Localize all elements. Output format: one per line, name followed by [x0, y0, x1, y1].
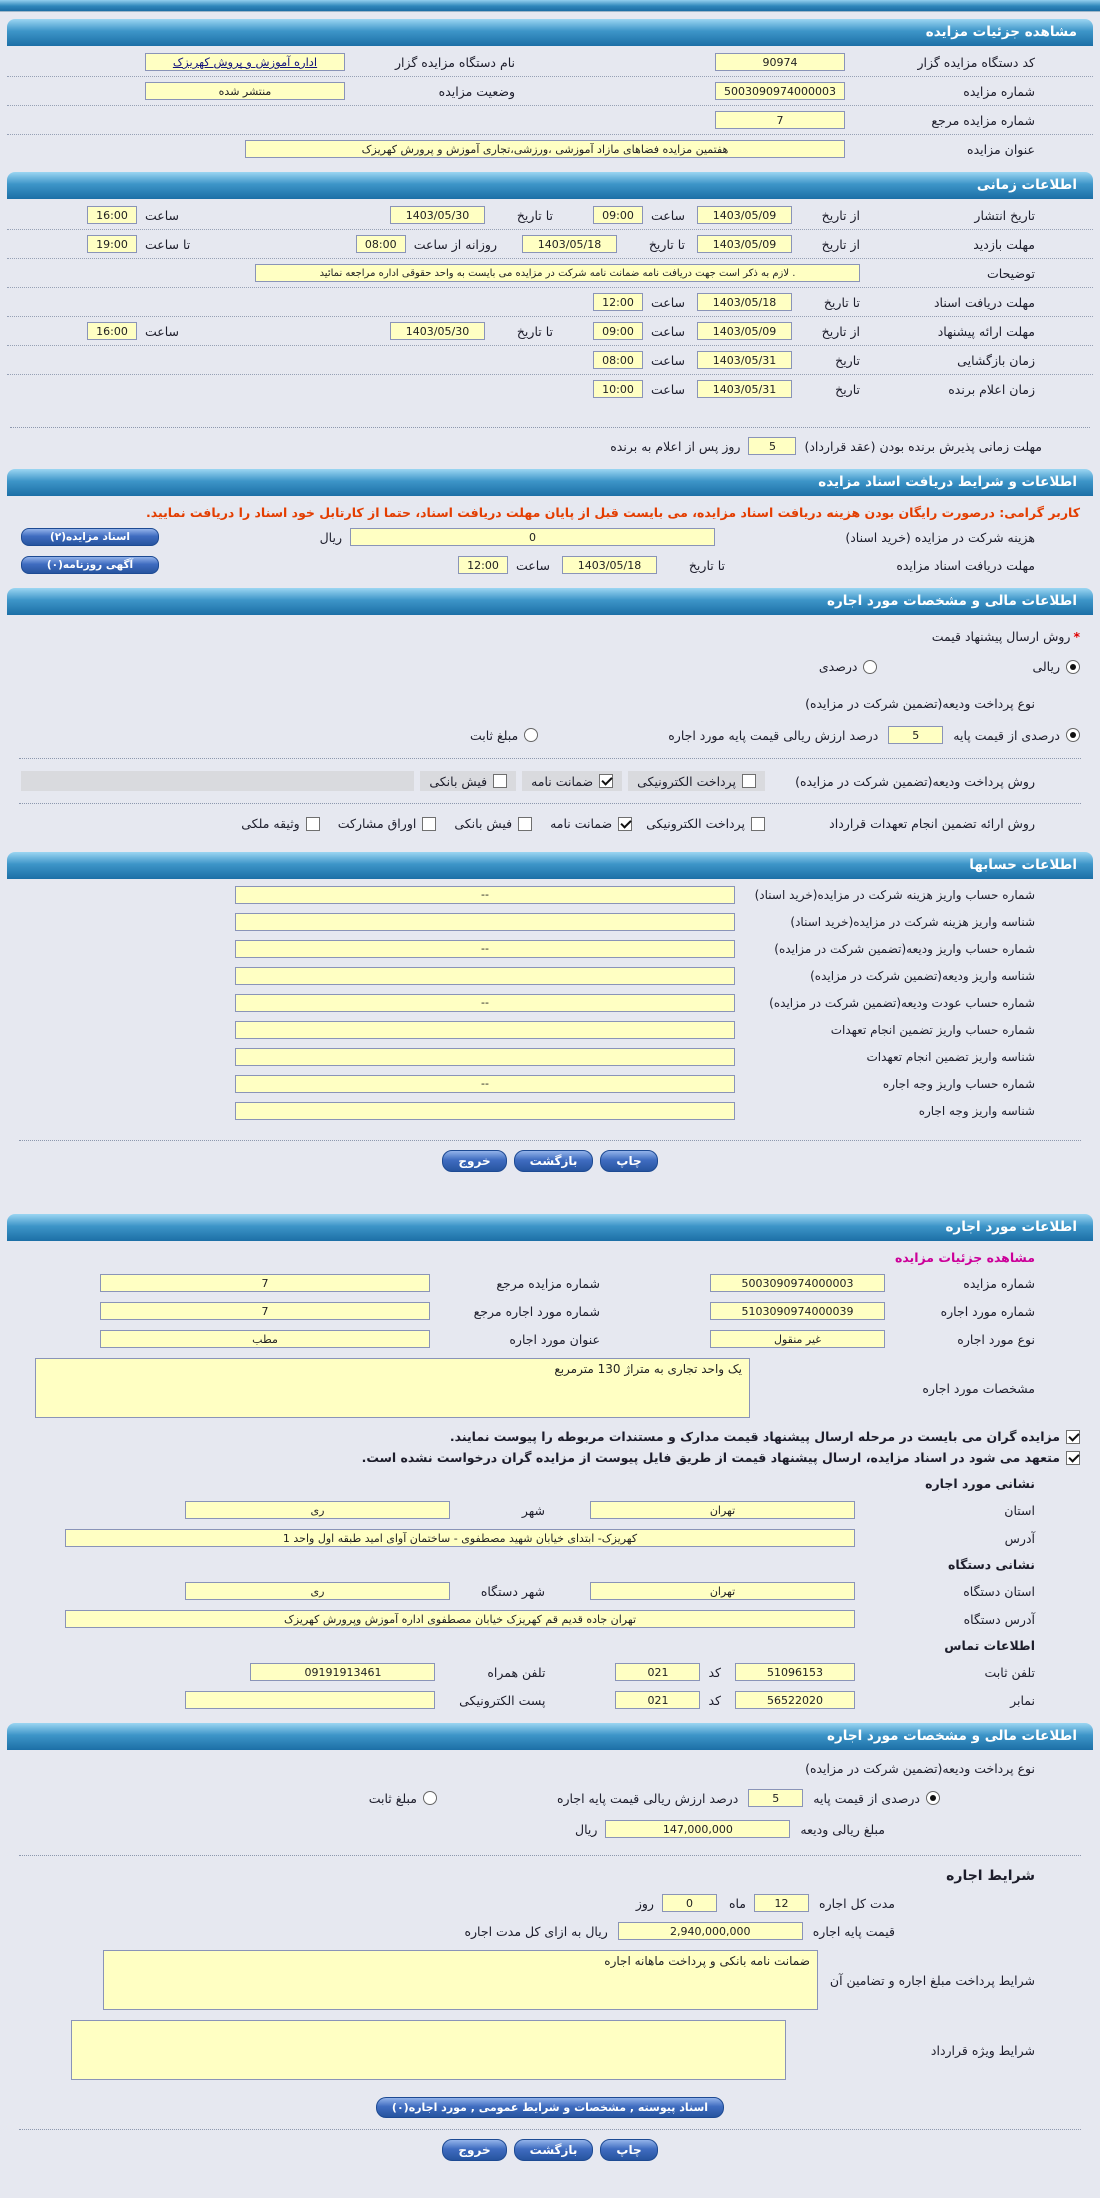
- nofile-note-text: متعهد می شود در اسناد مزایده، ارسال پیشنهاد قیمت از طریق فایل پیوست از مزایده گران درخواست نشده است.: [361, 1450, 1060, 1465]
- account-row-field[interactable]: [235, 886, 735, 904]
- doc-fee-field[interactable]: [350, 528, 715, 546]
- header-accounts: اطلاعات حسابها: [7, 852, 1093, 879]
- row-auction-no: [7, 77, 1093, 106]
- auction-no-field[interactable]: [715, 82, 845, 100]
- row-agency-province-city: [7, 1577, 1093, 1605]
- winner-date-field[interactable]: [697, 380, 792, 398]
- visit-to-date-field[interactable]: [522, 235, 617, 253]
- offer-label: مهلت ارائه پیشنهاد: [937, 323, 1035, 339]
- section-auction-view: [7, 46, 1093, 165]
- province-label: استان: [1004, 1502, 1035, 1518]
- perf-guarantee-label: ضمانت نامه: [550, 816, 613, 831]
- row-doc-receipt-deadline: [7, 551, 1093, 579]
- row-rent-duration: [7, 1889, 1093, 1917]
- account-row: [7, 908, 1093, 935]
- publish-label: تاریخ انتشار: [974, 207, 1035, 223]
- row-details-link: [7, 1243, 1093, 1269]
- account-row-field[interactable]: [235, 940, 735, 958]
- visit-from-date-field[interactable]: [697, 235, 792, 253]
- rial-label: ریال: [319, 529, 342, 545]
- row-agency-address-header: [7, 1552, 1093, 1577]
- contact-header: اطلاعات تماس: [944, 1638, 1035, 1653]
- auction-no-field[interactable]: [710, 1274, 885, 1292]
- section-gap: [0, 1183, 1100, 1207]
- header-time-info: اطلاعات زمانی: [7, 172, 1093, 199]
- rent-duration-label: مدت کل اجاره: [819, 1895, 895, 1911]
- area-code-label: کد: [708, 1692, 721, 1708]
- percent-radio[interactable]: [863, 660, 877, 674]
- newspaper-ad-button[interactable]: آگهی روزنامه(۰): [21, 556, 159, 574]
- hour-label: ساعت: [144, 207, 179, 223]
- auction-ref-field[interactable]: [100, 1274, 430, 1292]
- print-button-bottom[interactable]: چاپ: [600, 2139, 657, 2161]
- row-offer-period: [7, 317, 1093, 346]
- mobile-label: تلفن همراه: [487, 1664, 546, 1680]
- doc-receipt-deadline-date-field[interactable]: [562, 556, 657, 574]
- base-price-suffix: ریال به ازای کل مدت اجاره: [464, 1923, 608, 1939]
- agency-address-label: آدرس دستگاه: [963, 1611, 1035, 1627]
- account-row-field[interactable]: [235, 967, 735, 985]
- item-type-field[interactable]: [710, 1330, 885, 1348]
- print-button[interactable]: چاپ: [600, 1150, 657, 1172]
- auction-title-label: عنوان مزایده: [967, 141, 1035, 157]
- acceptance-days-field[interactable]: [748, 437, 796, 455]
- to-hour-label: تا ساعت: [145, 236, 191, 252]
- base-price-field[interactable]: [618, 1922, 803, 1940]
- gray-filler: [21, 771, 414, 791]
- agency-address-field[interactable]: [65, 1610, 855, 1628]
- auction-documents-button[interactable]: اسناد مزایده(۲): [21, 528, 159, 546]
- divider: [19, 1855, 1081, 1856]
- row-base-price: [7, 1917, 1093, 1945]
- item-type-label: نوع مورد اجاره: [957, 1331, 1035, 1347]
- row-attach-note: [7, 1423, 1093, 1447]
- notes-label: توضیحات: [987, 265, 1035, 281]
- account-row-label: شناسه واریز هزینه شرکت در مزایده(خرید اسناد): [790, 914, 1035, 929]
- winner-time-field[interactable]: [593, 380, 643, 398]
- agency-city-field[interactable]: [185, 1582, 450, 1600]
- area-code-label: کد: [708, 1664, 721, 1680]
- perf-bonds-pair: [338, 816, 437, 831]
- visit-label: مهلت بازدید: [973, 236, 1035, 252]
- view-auction-details-link[interactable]: مشاهده جزئیات مزایده: [894, 1250, 1035, 1265]
- agency-code-label: کد دستگاه مزایده گزار: [917, 54, 1035, 70]
- section-doc-terms: [7, 496, 1093, 581]
- account-row-field[interactable]: [235, 1075, 735, 1093]
- deposit-type-label: نوع پرداخت ودیعه(تضمین شرکت در مزایده): [805, 696, 1035, 711]
- row-contact-header: [7, 1633, 1093, 1658]
- perf-bonds-checkbox[interactable]: [422, 817, 436, 831]
- rial-option-label: ریالی: [1032, 659, 1060, 674]
- price-method-label: روش ارسال پیشنهاد قیمت: [931, 629, 1071, 644]
- guarantee-label: ضمانت نامه: [531, 773, 594, 789]
- electronic-payment-checkbox[interactable]: [742, 774, 756, 788]
- header-rental-financial: اطلاعات مالی و مشخصات مورد اجاره: [7, 1723, 1093, 1750]
- to-date-label: تا تاریخ: [648, 236, 685, 252]
- required-asterisk: *: [1073, 629, 1080, 644]
- row-notes: [7, 259, 1093, 288]
- row-winner-time: [7, 375, 1093, 403]
- agency-name-label: نام دستگاه مزایده گزار: [394, 54, 515, 70]
- opening-time-field[interactable]: [593, 351, 643, 369]
- offer-from-date-field[interactable]: [697, 322, 792, 340]
- item-title-field[interactable]: [100, 1330, 430, 1348]
- to-date-label: تا تاریخ: [823, 294, 860, 310]
- auction-title-field[interactable]: [245, 140, 845, 158]
- row-deposit-amount: [7, 1815, 1093, 1843]
- section-rental-financial: [7, 1750, 1093, 2172]
- publish-from-date-field[interactable]: [697, 206, 792, 224]
- doc-receipt-deadline-time-field[interactable]: [458, 556, 508, 574]
- fixed-amount-label: مبلغ ثابت: [469, 727, 519, 743]
- special-terms-textarea[interactable]: [71, 2020, 786, 2080]
- perf-guarantee-pair: [550, 816, 632, 831]
- perf-electronic-checkbox[interactable]: [751, 817, 765, 831]
- auction-no-label: شماره مزایده: [963, 1275, 1035, 1291]
- publish-from-time-field[interactable]: [593, 206, 643, 224]
- doc-fee-label: هزینه شرکت در مزایده (خرید اسناد): [845, 529, 1035, 545]
- offer-from-time-field[interactable]: [593, 322, 643, 340]
- row-item-address-header: [7, 1471, 1093, 1496]
- special-terms-label: شرایط ویژه قرارداد: [930, 2042, 1035, 2058]
- fax-label: نمابر: [1010, 1692, 1035, 1708]
- account-row: [7, 935, 1093, 962]
- address-field[interactable]: [65, 1529, 855, 1547]
- row-special-terms: [7, 2015, 1093, 2085]
- publish-to-time-field[interactable]: [87, 206, 137, 224]
- account-row-field[interactable]: [235, 1102, 735, 1120]
- fax-code-field[interactable]: [615, 1691, 700, 1709]
- account-row: [7, 881, 1093, 908]
- row-doc-deadline: [7, 288, 1093, 317]
- opening-date-field[interactable]: [697, 351, 792, 369]
- account-row: [7, 1043, 1093, 1070]
- header-financial-info: اطلاعات مالی و مشخصات مورد اجاره: [7, 588, 1093, 615]
- email-field[interactable]: [185, 1691, 435, 1709]
- base-price-label: قیمت پایه اجاره: [812, 1923, 895, 1939]
- item-no-field[interactable]: [710, 1302, 885, 1320]
- deposit-percent-field-2[interactable]: [748, 1789, 803, 1807]
- hour-label: ساعت: [650, 207, 685, 223]
- notes-field[interactable]: [255, 264, 860, 282]
- to-date-label: تا تاریخ: [688, 557, 725, 573]
- perf-electronic-pair: [646, 816, 765, 831]
- doc-receipt-deadline-label: مهلت دریافت اسناد مزایده: [896, 557, 1035, 573]
- electronic-payment-label: پرداخت الکترونیکی: [637, 773, 736, 789]
- account-row: [7, 989, 1093, 1016]
- attach-note-checkbox[interactable]: [1066, 1430, 1080, 1444]
- section-time-info: [7, 199, 1093, 405]
- perf-bank-receipt-checkbox[interactable]: [518, 817, 532, 831]
- top-bar: [0, 0, 1100, 12]
- perf-electronic-label: پرداخت الکترونیکی: [646, 816, 745, 831]
- perf-bank-receipt-label: فیش بانکی: [454, 816, 513, 831]
- rial-radio[interactable]: [1066, 660, 1080, 674]
- attachments-button[interactable]: اسناد پیوسته , مشخصات و شرایط عمومی , مورد اجاره(۰): [376, 2097, 724, 2118]
- hour-label: ساعت: [515, 557, 550, 573]
- item-ref-label: شماره مورد اجاره مرجع: [473, 1303, 600, 1319]
- nofile-note-checkbox[interactable]: [1066, 1451, 1080, 1465]
- bank-receipt-label: فیش بانکی: [429, 773, 488, 789]
- visit-daily-from-field[interactable]: [356, 235, 406, 253]
- percent-of-base-label: درصدی از قیمت پایه: [953, 727, 1060, 743]
- perf-collateral-pair: [241, 816, 319, 831]
- mobile-field[interactable]: [250, 1663, 435, 1681]
- row-opening-time: [7, 346, 1093, 375]
- duration-months-field[interactable]: [754, 1894, 809, 1912]
- row-fax-email: [7, 1686, 1093, 1714]
- payment-terms-textarea[interactable]: [103, 1950, 818, 2010]
- account-row-label: شناسه واریز وجه اجاره: [918, 1103, 1035, 1118]
- account-row-label: شماره حساب واریز وجه اجاره: [882, 1076, 1035, 1091]
- account-row-label: شماره حساب عودت ودیعه(تضمین شرکت در مزایده): [769, 995, 1035, 1010]
- divider: [19, 2129, 1081, 2130]
- doc-deadline-label: مهلت دریافت اسناد: [933, 294, 1035, 310]
- account-row-label: شماره حساب واریز تضمین انجام تعهدات: [830, 1022, 1035, 1037]
- performance-guarantee-label: روش ارائه تضمین انجام تعهدات قرارداد: [829, 816, 1035, 831]
- divider: [19, 1140, 1081, 1141]
- winner-label: زمان اعلام برنده: [948, 381, 1035, 397]
- city-label: شهر: [521, 1502, 545, 1518]
- date-label: تاریخ: [835, 352, 860, 368]
- agency-code-field[interactable]: [715, 53, 845, 71]
- fixed-amount-radio[interactable]: [524, 728, 538, 742]
- days-label: روز: [635, 1895, 654, 1911]
- row-deposit-method: [7, 761, 1093, 801]
- publish-to-date-field[interactable]: [390, 206, 485, 224]
- ref-no-label: شماره مزایده مرجع: [931, 112, 1035, 128]
- row-attachments-button: [7, 2085, 1093, 2127]
- date-label: تاریخ: [835, 381, 860, 397]
- item-no-label: شماره مورد اجاره: [940, 1303, 1035, 1319]
- phone-code-field[interactable]: [615, 1663, 700, 1681]
- row-nofile-note: [7, 1447, 1093, 1471]
- fixed-amount-label-2: مبلغ ثابت: [368, 1790, 417, 1806]
- row-warning: [7, 498, 1093, 523]
- row-deposit-type-label: [7, 686, 1093, 716]
- deposit-percent-suffix-2: درصد ارزش ریالی قیمت پایه اجاره: [556, 1790, 739, 1806]
- actions-row-bottom: [7, 2132, 1093, 2170]
- hour-label: ساعت: [144, 323, 179, 339]
- row-phone: [7, 1658, 1093, 1686]
- percent-of-base-radio[interactable]: [1066, 728, 1080, 742]
- item-ref-field[interactable]: [100, 1302, 430, 1320]
- divider: [19, 803, 1081, 804]
- perf-guarantee-checkbox[interactable]: [618, 817, 632, 831]
- perf-collateral-label: وثیقه ملکی: [241, 816, 300, 831]
- deposit-method-bank-receipt-cell: [420, 771, 516, 791]
- deposit-method-guarantee-cell: [522, 771, 622, 791]
- perf-collateral-checkbox[interactable]: [306, 817, 320, 831]
- percent-option-label: درصدی: [818, 659, 858, 674]
- agency-address-header: نشانی دستگاه: [948, 1557, 1035, 1572]
- from-date-label: از تاریخ: [821, 236, 860, 252]
- email-label: پست الکترونیکی: [459, 1692, 546, 1708]
- row-deposit-type-options-2: [7, 1781, 1093, 1815]
- item-title-label: عنوان مورد اجاره: [509, 1331, 600, 1347]
- exit-button-bottom[interactable]: خروج: [442, 2139, 506, 2161]
- row-deposit-type-options: [7, 716, 1093, 756]
- header-auction-view: مشاهده جزئیات مزایده: [7, 19, 1093, 46]
- hour-label: ساعت: [650, 381, 685, 397]
- deposit-method-electronic-cell: [628, 771, 765, 791]
- row-item-address: [7, 1524, 1093, 1552]
- hour-label: ساعت: [650, 323, 685, 339]
- hour-label: ساعت: [650, 352, 685, 368]
- back-button[interactable]: بازگشت: [514, 1150, 594, 1172]
- row-agency-address: [7, 1605, 1093, 1633]
- account-row-label: شماره حساب واریز ودیعه(تضمین شرکت در مزایده): [774, 941, 1035, 956]
- deposit-type-label-2: نوع پرداخت ودیعه(تضمین شرکت در مزایده): [805, 1761, 1035, 1776]
- payment-terms-label: شرایط پرداخت مبلغ اجاره و تضامین آن: [829, 1972, 1035, 1988]
- address-label: آدرس: [1004, 1530, 1035, 1546]
- status-label: وضعیت مزایده: [438, 83, 515, 99]
- fixed-amount-radio-2[interactable]: [423, 1791, 437, 1805]
- row-rent-terms-title: [7, 1858, 1093, 1889]
- acceptance-suffix: روز پس از اعلام به برنده: [610, 438, 741, 454]
- row-item-province-city: [7, 1496, 1093, 1524]
- account-row: [7, 1097, 1093, 1124]
- daily-from-hour-label: روزانه از ساعت: [413, 236, 497, 252]
- deposit-percent-suffix: درصد ارزش ریالی قیمت پایه مورد اجاره: [668, 727, 879, 743]
- fax-field[interactable]: [735, 1691, 855, 1709]
- to-date-label: تا تاریخ: [516, 207, 553, 223]
- row-deposit-type-label-2: [7, 1752, 1093, 1781]
- account-row-field[interactable]: [235, 913, 735, 931]
- attach-note-text: مزایده گران می بایست در مرحله ارسال پیشنهاد قیمت مدارک و مستندات مربوطه را پیوست نمایند.: [449, 1429, 1060, 1444]
- phone-field[interactable]: [735, 1663, 855, 1681]
- percent-of-base-radio-2[interactable]: [926, 1791, 940, 1805]
- account-row: [7, 1070, 1093, 1097]
- auction-no-label: شماره مزایده: [963, 83, 1035, 99]
- row-auction-numbers: [7, 1269, 1093, 1297]
- deposit-amount-field[interactable]: [605, 1820, 790, 1838]
- header-rental-item: اطلاعات مورد اجاره: [7, 1214, 1093, 1241]
- item-address-header: نشانی مورد اجاره: [925, 1476, 1035, 1491]
- row-doc-fee: [7, 523, 1093, 551]
- perf-bonds-label: اوراق مشارکت: [337, 816, 417, 831]
- percent-of-base-label-2: درصدی از قیمت پایه: [813, 1790, 920, 1806]
- section-rental-item: [7, 1241, 1093, 1716]
- row-winner-acceptance: [0, 428, 1100, 462]
- item-desc-textarea[interactable]: [35, 1358, 750, 1418]
- offer-to-time-field[interactable]: [87, 322, 137, 340]
- agency-province-field[interactable]: [590, 1582, 855, 1600]
- deposit-method-label: روش پرداخت ودیعه(تضمین شرکت در مزایده): [795, 773, 1035, 789]
- from-date-label: از تاریخ: [821, 323, 860, 339]
- deposit-amount-label: مبلغ ریالی ودیعه: [800, 1821, 885, 1837]
- row-publish-period: [7, 201, 1093, 230]
- account-row: [7, 1016, 1093, 1043]
- phone-label: تلفن ثابت: [984, 1664, 1035, 1680]
- account-row-field[interactable]: [235, 994, 735, 1012]
- agency-name-link[interactable]: اداره آموزش و پروش کهریزک: [145, 53, 345, 71]
- auction-ref-label: شماره مزایده مرجع: [496, 1275, 600, 1291]
- section-accounts: [7, 879, 1093, 1183]
- account-row-field[interactable]: [235, 1021, 735, 1039]
- from-date-label: از تاریخ: [821, 207, 860, 223]
- row-item-desc: [7, 1353, 1093, 1423]
- province-field[interactable]: [590, 1501, 855, 1519]
- bank-receipt-checkbox[interactable]: [493, 774, 507, 788]
- warning-text: کاربر گرامی: درصورت رایگان بودن هزینه دریافت اسناد مزایده، می بایست قبل از پایان مهلت دریافت اسناد، حتما از کارتابل خود اسناد را دریافت نمایید.: [146, 504, 1080, 520]
- guarantee-checkbox[interactable]: [599, 774, 613, 788]
- city-field[interactable]: [185, 1501, 450, 1519]
- account-row-label: شماره حساب واریز هزینه شرکت در مزایده(خرید اسناد): [754, 887, 1035, 902]
- row-performance-guarantee-method: [7, 806, 1093, 843]
- row-payment-terms: [7, 1945, 1093, 2015]
- account-row-field[interactable]: [235, 1048, 735, 1066]
- visit-daily-to-field[interactable]: [87, 235, 137, 253]
- row-auction-title: [7, 135, 1093, 163]
- doc-deadline-date-field[interactable]: [697, 293, 792, 311]
- opening-label: زمان بازگشایی: [957, 352, 1035, 368]
- row-item-numbers: [7, 1297, 1093, 1325]
- offer-to-date-field[interactable]: [390, 322, 485, 340]
- row-agency: [7, 48, 1093, 77]
- back-button-bottom[interactable]: بازگشت: [514, 2139, 594, 2161]
- agency-city-label: شهر دستگاه: [480, 1583, 545, 1599]
- row-visit-period: [7, 230, 1093, 259]
- section-financial-info: [7, 615, 1093, 845]
- account-row-label: شناسه واریز تضمین انجام تعهدات: [866, 1049, 1035, 1064]
- row-item-type: [7, 1325, 1093, 1353]
- status-field[interactable]: [145, 82, 345, 100]
- account-row: [7, 962, 1093, 989]
- exit-button[interactable]: خروج: [442, 1150, 506, 1172]
- row-price-method-options: [7, 649, 1093, 686]
- divider: [19, 758, 1081, 759]
- to-date-label: تا تاریخ: [516, 323, 553, 339]
- rent-terms-title: شرایط اجاره: [946, 1868, 1035, 1884]
- item-desc-label: مشخصات مورد اجاره: [922, 1380, 1035, 1396]
- deposit-percent-field[interactable]: [888, 726, 943, 744]
- months-label: ماه: [728, 1895, 747, 1911]
- actions-row-top: [7, 1143, 1093, 1181]
- account-row-label: شناسه واریز ودیعه(تضمین شرکت در مزایده): [810, 968, 1035, 983]
- hour-label: ساعت: [650, 294, 685, 310]
- agency-province-label: استان دستگاه: [963, 1583, 1035, 1599]
- rial-label: ریال: [575, 1821, 598, 1837]
- row-price-method-label: [7, 617, 1093, 649]
- acceptance-label: مهلت زمانی پذیرش برنده بودن (عقد قرارداد): [804, 438, 1042, 454]
- header-doc-terms: اطلاعات و شرایط دریافت اسناد مزایده: [7, 469, 1093, 496]
- doc-deadline-time-field[interactable]: [593, 293, 643, 311]
- ref-no-field[interactable]: [715, 111, 845, 129]
- duration-days-field[interactable]: [662, 1894, 717, 1912]
- perf-bank-receipt-pair: [454, 816, 532, 831]
- row-ref-no: [7, 106, 1093, 135]
